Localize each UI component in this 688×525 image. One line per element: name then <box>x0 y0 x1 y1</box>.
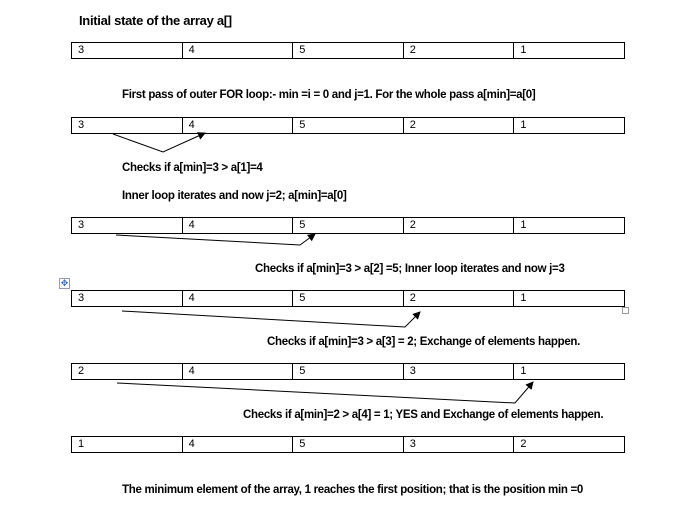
caption-inner-loop: Inner loop iterates and now j=2; a[min]=a[0] <box>122 190 347 202</box>
array-cell[interactable]: 3 <box>404 364 515 379</box>
array-cell[interactable]: 5 <box>293 364 404 379</box>
array-cell[interactable]: 3 <box>404 437 515 452</box>
caption-check-4: Checks if a[min]=2 > a[4] = 1; YES and Exchange of elements happen. <box>243 409 604 421</box>
array-cell[interactable]: 1 <box>520 365 527 377</box>
array-cell[interactable]: 4 <box>183 291 294 306</box>
array-cell[interactable]: 2 <box>404 118 515 133</box>
caption-first-pass: First pass of outer FOR loop:- min =i = 0 and j=1. For the whole pass a[min]=a[0] <box>122 89 536 101</box>
array-cell[interactable]: 4 <box>183 118 294 133</box>
array-cell[interactable]: 5 <box>293 291 404 306</box>
array-cell[interactable]: 5 <box>293 437 404 452</box>
array-cell[interactable]: 3 <box>72 118 183 133</box>
array-cell[interactable]: 1 <box>520 119 527 131</box>
array-cell[interactable]: 4 <box>183 364 294 379</box>
array-cell[interactable]: 1 <box>520 219 527 231</box>
array-cell[interactable]: 4 <box>183 218 294 233</box>
array-cell[interactable]: 2 <box>404 43 515 58</box>
array-cell[interactable]: 3 <box>72 291 183 306</box>
arrow-compare-a0-a2 <box>116 234 315 245</box>
arrow-compare-a0-a4 <box>117 382 533 403</box>
array-cell[interactable]: 5 <box>293 118 404 133</box>
array-cell[interactable]: 2 <box>404 218 515 233</box>
array-cell[interactable]: 5 <box>293 43 404 58</box>
array-cell[interactable]: 3 <box>72 218 183 233</box>
arrow-compare-a0-a3 <box>122 311 420 327</box>
array-cell[interactable]: 3 <box>72 43 183 58</box>
caption-check-1: Checks if a[min]=3 > a[1]=4 <box>122 162 263 174</box>
array-cell[interactable]: 1 <box>520 292 527 304</box>
array-cell[interactable]: 1 <box>520 44 527 56</box>
caption-check-3: Checks if a[min]=3 > a[3] = 2; Exchange of elements happen. <box>267 336 581 348</box>
arrow-compare-a0-a1 <box>113 133 205 152</box>
array-cell[interactable]: 2 <box>72 364 183 379</box>
array-cell[interactable]: 2 <box>404 291 515 306</box>
move-icon[interactable]: ✥ <box>60 278 69 288</box>
array-cell[interactable]: 1 <box>72 437 183 452</box>
array-cell[interactable]: 2 <box>520 438 527 450</box>
heading: Initial state of the array a[] <box>79 13 232 28</box>
array-cell[interactable]: 4 <box>183 437 294 452</box>
caption-conclusion: The minimum element of the array, 1 reaches the first position; that is the position min =0 <box>122 484 584 496</box>
array-cell[interactable]: 5 <box>293 218 404 233</box>
caption-check-2: Checks if a[min]=3 > a[2] =5; Inner loop iterates and now j=3 <box>255 263 565 275</box>
array-cell[interactable]: 4 <box>183 43 294 58</box>
